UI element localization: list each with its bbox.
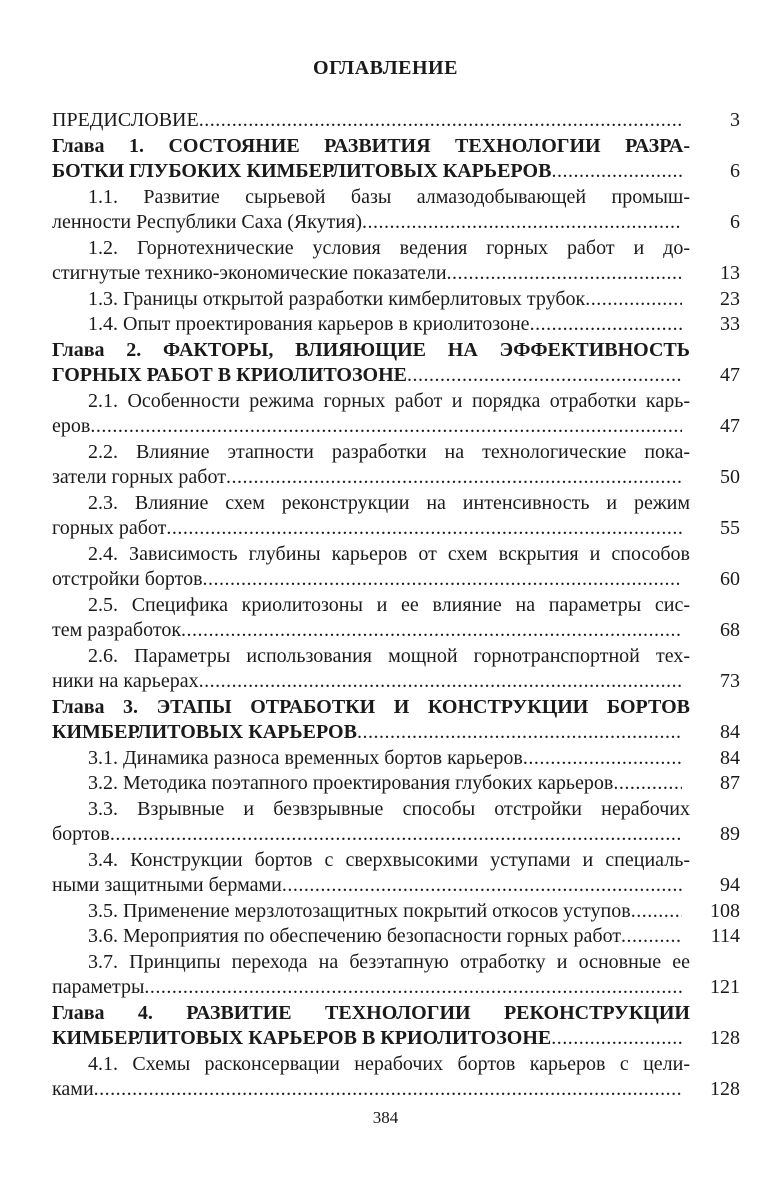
toc-section-entry[interactable] — [52, 797, 740, 848]
dot-leader — [447, 261, 682, 287]
dot-leader — [199, 669, 682, 695]
toc-section-entry[interactable] — [52, 312, 740, 338]
toc-page-number: 55 — [720, 517, 740, 539]
toc-line — [52, 771, 740, 797]
toc-line — [52, 312, 740, 338]
toc-chapter-entry[interactable] — [52, 338, 740, 389]
toc-entry-text: еров — [52, 415, 91, 437]
toc-section-entry[interactable] — [52, 1052, 740, 1103]
dot-leader — [585, 287, 682, 313]
toc-line — [52, 261, 740, 287]
toc-entry-text: 3.5. Применение мерзлотозащитных покрытий откосов уступов — [88, 899, 631, 922]
toc-entry-text: Глава 3. ЭТАПЫ ОТРАБОТКИ И КОНСТРУКЦИИ БОРТОВ — [52, 695, 690, 718]
toc-page-number: 33 — [720, 313, 740, 335]
toc-line — [52, 822, 740, 848]
toc-page-number: 50 — [720, 466, 740, 488]
toc-section-entry[interactable] — [52, 542, 740, 593]
toc-entry-text: КИМБЕРЛИТОВЫХ КАРЬЕРОВ В КРИОЛИТОЗОНЕ — [52, 1027, 552, 1049]
toc-page-number: 114 — [710, 925, 740, 947]
toc-line — [52, 873, 740, 899]
toc-section-entry[interactable] — [52, 899, 740, 925]
toc-page-number: 84 — [720, 746, 740, 769]
toc-entry-text: 1.4. Опыт проектирования карьеров в криолитозоне — [88, 313, 530, 335]
toc-line — [52, 975, 740, 1001]
toc-line — [52, 542, 740, 568]
toc-chapter-entry[interactable] — [52, 134, 740, 185]
toc-chapter-entry[interactable] — [52, 108, 740, 134]
toc-entry-text: бортов — [52, 823, 110, 845]
toc-line — [52, 338, 740, 364]
toc-line — [52, 644, 740, 670]
toc-entry-text: затели горных работ — [52, 466, 226, 488]
toc-entry-text: ленности Республики Саха (Якутия) — [52, 211, 362, 233]
toc-section-entry[interactable] — [52, 185, 740, 236]
toc-line — [52, 848, 740, 874]
toc-entry-text: ными защитными бермами — [52, 874, 282, 896]
toc-entry-text: ГОРНЫХ РАБОТ В КРИОЛИТОЗОНЕ — [52, 364, 407, 386]
dot-leader — [166, 516, 682, 542]
toc-line — [52, 1077, 740, 1103]
toc-page-number: 23 — [720, 287, 740, 310]
toc-line — [52, 363, 740, 389]
table-of-contents — [52, 108, 740, 1103]
dot-leader — [631, 899, 682, 925]
toc-line — [52, 159, 740, 185]
page-title: ОГЛАВЛЕНИЕ — [313, 57, 458, 79]
toc-line — [52, 491, 740, 517]
toc-line — [52, 108, 740, 134]
toc-line — [52, 746, 740, 772]
dot-leader — [621, 924, 682, 950]
dot-leader — [551, 159, 682, 185]
toc-line — [52, 1026, 740, 1052]
dot-leader — [613, 771, 682, 797]
toc-entry-text: параметры — [52, 976, 145, 998]
dot-leader — [530, 312, 682, 338]
toc-entry-text: тем разработок — [52, 619, 182, 641]
toc-entry-text: 1.1. Развитие сырьевой базы алмазодобывающей промыш- — [88, 185, 690, 208]
toc-page-number: 6 — [730, 211, 740, 233]
toc-entry-text: ками — [52, 1078, 94, 1100]
toc-line — [52, 669, 740, 695]
toc-line — [52, 134, 740, 160]
toc-page-number: 60 — [720, 568, 740, 590]
toc-section-entry[interactable] — [52, 924, 740, 950]
toc-entry-text: ПРЕДИСЛОВИЕ — [52, 109, 199, 131]
toc-page-number: 13 — [720, 262, 740, 284]
toc-section-entry[interactable] — [52, 771, 740, 797]
dot-leader — [362, 210, 682, 236]
dot-leader — [94, 1077, 682, 1103]
toc-line — [52, 950, 740, 976]
toc-page-number: 68 — [720, 619, 740, 641]
toc-entry-text: Глава 1. СОСТОЯНИЕ РАЗВИТИЯ ТЕХНОЛОГИИ РАЗРА- — [52, 134, 690, 157]
toc-line — [52, 924, 740, 950]
toc-chapter-entry[interactable] — [52, 1001, 740, 1052]
toc-line — [52, 389, 740, 415]
toc-entry-text: 1.2. Горнотехнические условия ведения горных работ и до- — [88, 236, 690, 259]
toc-entry-text: 2.1. Особенности режима горных работ и порядка отработки карь- — [88, 389, 690, 412]
toc-page-number: 94 — [720, 874, 740, 896]
toc-page-number: 73 — [720, 670, 740, 692]
toc-line — [52, 236, 740, 262]
toc-page-number: 128 — [710, 1027, 740, 1049]
toc-line — [52, 593, 740, 619]
toc-section-entry[interactable] — [52, 287, 740, 313]
toc-line — [52, 210, 740, 236]
toc-entry-text: 3.6. Мероприятия по обеспечению безопасности горных работ — [88, 925, 622, 947]
dot-leader — [226, 465, 682, 491]
dot-leader — [110, 822, 682, 848]
toc-entry-text: 3.3. Взрывные и безвзрывные способы отстройки нерабочих — [88, 797, 690, 820]
toc-page-number: 3 — [730, 109, 740, 131]
toc-line — [52, 414, 740, 440]
toc-entry-text: отстройки бортов — [52, 568, 203, 590]
toc-section-entry[interactable] — [52, 236, 740, 287]
toc-section-entry[interactable] — [52, 644, 740, 695]
toc-entry-text: Глава 4. РАЗВИТИЕ ТЕХНОЛОГИИ РЕКОНСТРУКЦИИ — [52, 1001, 690, 1024]
dot-leader — [523, 746, 682, 772]
toc-section-entry[interactable] — [52, 848, 740, 899]
toc-line — [52, 695, 740, 721]
dot-leader — [199, 108, 682, 134]
dot-leader — [90, 414, 682, 440]
toc-line — [52, 567, 740, 593]
toc-entry-text: ники на карьерах — [52, 670, 199, 692]
toc-page-number: 89 — [720, 823, 740, 845]
toc-entry-text: 3.4. Конструкции бортов с сверхвысокими уступами и специаль- — [88, 848, 690, 871]
toc-section-entry[interactable] — [52, 389, 740, 440]
toc-entry-text: 3.7. Принципы перехода на безэтапную отработку и основные ее — [88, 950, 690, 973]
toc-entry-text: 2.3. Влияние схем реконструкции на интенсивность и режим — [88, 491, 690, 514]
toc-section-entry[interactable] — [52, 950, 740, 1001]
toc-section-entry[interactable] — [52, 491, 740, 542]
toc-line — [52, 618, 740, 644]
toc-line — [52, 1001, 740, 1027]
toc-line — [52, 720, 740, 746]
toc-entry-text: КИМБЕРЛИТОВЫХ КАРЬЕРОВ — [52, 721, 357, 743]
toc-entry-text: 1.3. Границы открытой разработки кимберлитовых трубок — [88, 287, 586, 310]
toc-chapter-entry[interactable] — [52, 695, 740, 746]
toc-entry-text: 2.5. Специфика криолитозоны и ее влияние на параметры сис- — [88, 593, 690, 616]
dot-leader — [144, 975, 682, 1001]
dot-leader — [282, 873, 682, 899]
toc-line — [52, 899, 740, 925]
toc-page-number: 87 — [720, 772, 740, 794]
dot-leader — [357, 720, 682, 746]
toc-page-number: 128 — [710, 1078, 740, 1100]
toc-section-entry[interactable] — [52, 593, 740, 644]
toc-line — [52, 287, 740, 313]
toc-page-number: 108 — [710, 899, 740, 922]
toc-page-number: 84 — [720, 721, 740, 743]
toc-line — [52, 516, 740, 542]
toc-page-number: 47 — [720, 415, 740, 437]
toc-entry-text: 2.6. Параметры использования мощной горнотранспортной тех- — [88, 644, 690, 667]
dot-leader — [203, 567, 682, 593]
toc-line — [52, 185, 740, 211]
toc-entry-text: горных работ — [52, 517, 167, 539]
toc-line — [52, 797, 740, 823]
page-number: 384 — [372, 1108, 399, 1127]
toc-entry-text: БОТКИ ГЛУБОКИХ КИМБЕРЛИТОВЫХ КАРЬЕРОВ — [52, 160, 552, 182]
toc-entry-text: 4.1. Схемы расконсервации нерабочих бортов карьеров с цели- — [88, 1052, 690, 1075]
toc-page-number: 47 — [720, 364, 740, 386]
dot-leader — [407, 363, 682, 389]
toc-section-entry[interactable] — [52, 746, 740, 772]
toc-page-number: 121 — [710, 976, 740, 998]
dot-leader — [551, 1026, 682, 1052]
toc-page-number: 6 — [730, 160, 740, 182]
toc-entry-text: 3.1. Динамика разноса временных бортов карьеров — [88, 746, 523, 769]
toc-line — [52, 1052, 740, 1078]
toc-entry-text: Глава 2. ФАКТОРЫ, ВЛИЯЮЩИЕ НА ЭФФЕКТИВНОСТЬ — [52, 338, 690, 361]
toc-entry-text: 2.4. Зависимость глубины карьеров от схем вскрытия и способов — [88, 542, 690, 565]
toc-line — [52, 440, 740, 466]
toc-entry-text: 3.2. Методика поэтапного проектирования глубоких карьеров — [88, 772, 614, 794]
dot-leader — [181, 618, 682, 644]
toc-entry-text: стигнутые технико-экономические показатели — [52, 262, 447, 284]
toc-section-entry[interactable] — [52, 440, 740, 491]
toc-line — [52, 465, 740, 491]
toc-entry-text: 2.2. Влияние этапности разработки на технологические пока- — [88, 440, 690, 463]
